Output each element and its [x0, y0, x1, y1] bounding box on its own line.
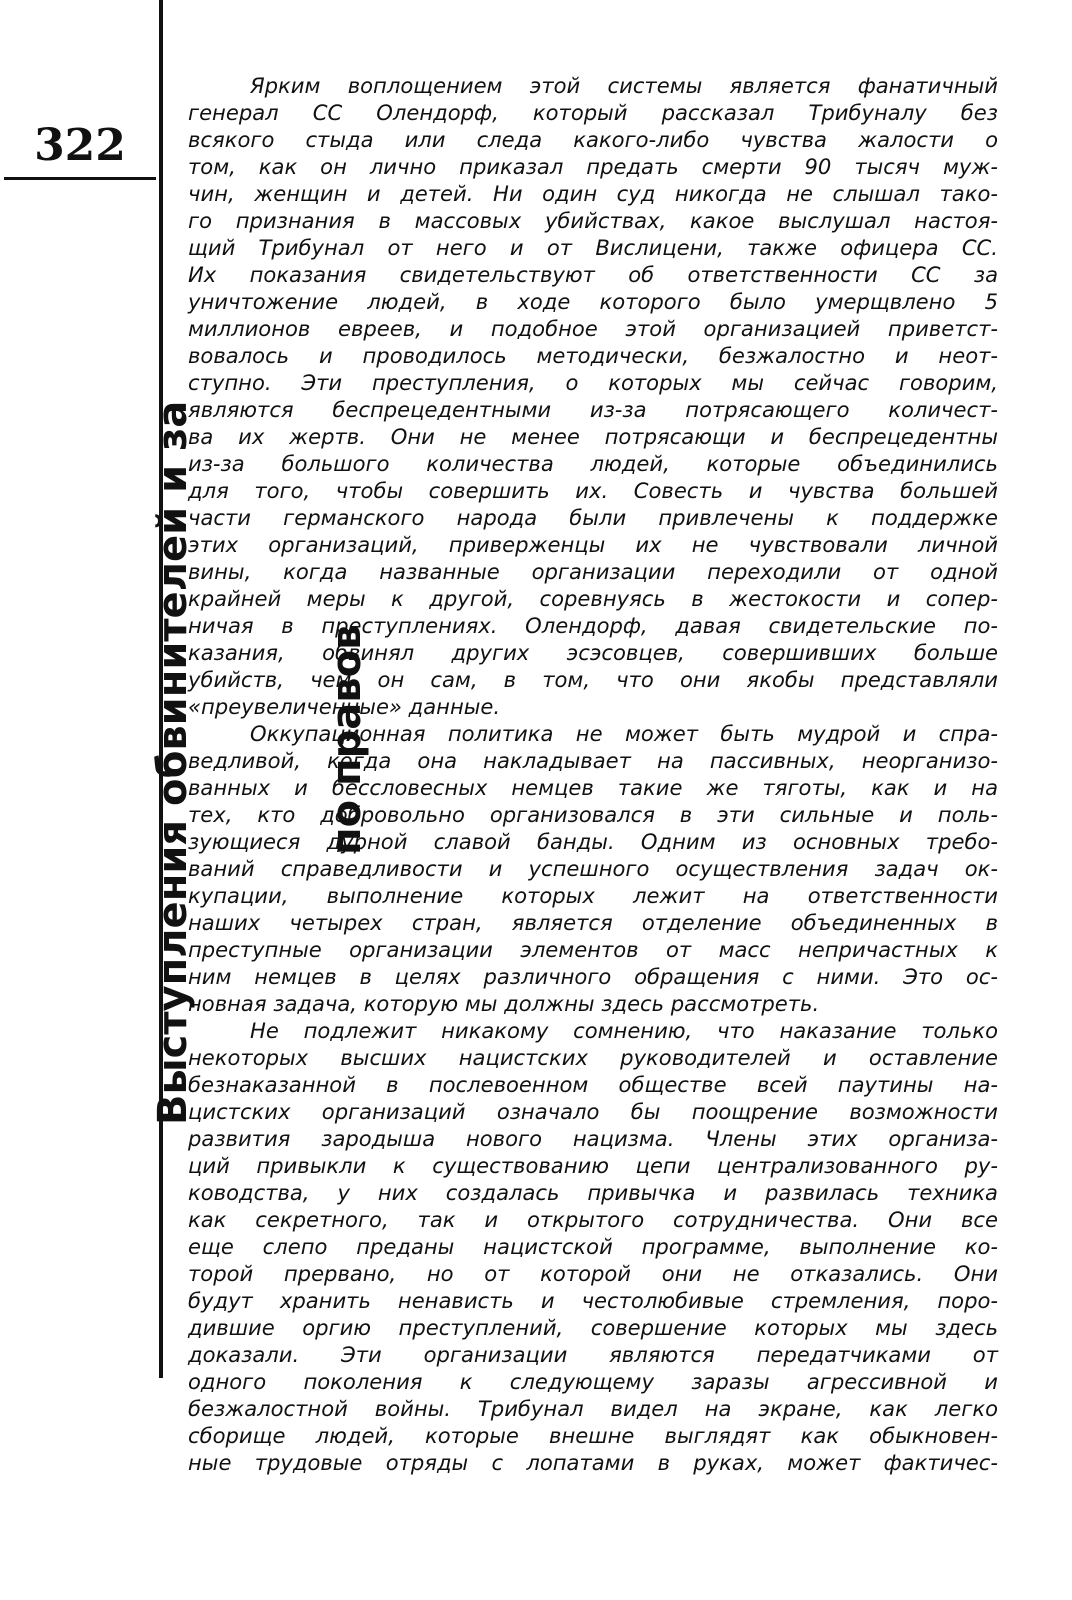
running-head-line-2: по правов [324, 624, 370, 855]
text-line: цистских организаций означало бы поощрение возможности [188, 1099, 998, 1124]
text-line: Не подлежит никакому сомнению, что наказание только [250, 1018, 998, 1043]
text-line: как секретного, так и открытого сотрудничества. Они все [188, 1207, 998, 1232]
text-line: дившие оргию преступлений, совершение которых мы здесь [188, 1315, 998, 1340]
text-line: тех, кто добровольно организовался в эти сильные и поль- [188, 802, 998, 827]
text-line: являются беспрецедентными из-за потрясающего количест- [188, 397, 998, 422]
text-line: некоторых высших нацистских руководителей и оставление [188, 1045, 998, 1070]
text-line: части германского народа были привлечены к поддержке [188, 505, 998, 530]
text-line: Оккупационная политика не может быть мудрой и спра- [250, 721, 998, 746]
text-line: ведливой, когда она накладывает на пассивных, неорганизо- [188, 748, 998, 773]
text-line: еще слепо преданы нацистской программе, выполнение ко- [188, 1234, 998, 1259]
running-head-line-1: Выступления обвинителей и за [150, 400, 196, 1125]
text-line: из-за большого количества людей, которые объединились [188, 451, 998, 476]
text-line: убийств, чем он сам, в том, что они якобы представляли [188, 667, 998, 692]
text-line: ва их жертв. Они не менее потрясающи и беспрецедентны [188, 424, 998, 449]
text-line: чин, женщин и детей. Ни один суд никогда не слышал тако- [188, 181, 998, 206]
text-line: сборище людей, которые внешне выглядят как обыкновен- [188, 1423, 998, 1448]
text-line: том, как он лично приказал предать смерти 90 тысяч муж- [188, 154, 998, 179]
text-line: Их показания свидетельствуют об ответственности СС за [188, 262, 998, 287]
text-line: ступно. Эти преступления, о которых мы сейчас говорим, [188, 370, 998, 395]
text-line: будут хранить ненависть и честолюбивые стремления, поро- [188, 1288, 998, 1313]
text-line: торой прервано, но от которой они не отказались. Они [188, 1261, 998, 1286]
text-line: развития зародыша нового нацизма. Члены этих организа- [188, 1126, 998, 1151]
text-line: уничтожение людей, в ходе которого было умерщвлено 5 [188, 289, 998, 314]
text-line: безжалостной войны. Трибунал видел на экране, как легко [188, 1396, 998, 1421]
text-line: всякого стыда или следа какого-либо чувства жалости о [188, 127, 998, 152]
text-line: зующиеся дурной славой банды. Одним из основных требо- [188, 829, 998, 854]
text-line: ные трудовые отряды с лопатами в руках, может фактичес- [188, 1450, 998, 1475]
text-line: го признания в массовых убийствах, какое выслушал настоя- [188, 208, 998, 233]
text-line: Ярким воплощением этой системы является фанатичный [250, 73, 998, 98]
text-line: наших четырех стран, является отделение объединенных в [188, 910, 998, 935]
text-line: одного поколения к следующему заразы агрессивной и [188, 1369, 998, 1394]
text-line: купации, выполнение которых лежит на ответственности [188, 883, 998, 908]
text-line: этих организаций, приверженцы их не чувствовали личной [188, 532, 998, 557]
body-text [188, 72, 998, 1476]
text-line: для того, чтобы совершить их. Совесть и чувства большей [188, 478, 998, 503]
text-line: вовалось и проводилось методически, безжалостно и неот- [188, 343, 998, 368]
text-line: ним немцев в целях различного обращения с ними. Это ос- [188, 964, 998, 989]
text-line: ничая в преступлениях. Олендорф, давая свидетельские по- [188, 613, 998, 638]
text-line: ций привыкли к существованию цепи централизованного ру- [188, 1153, 998, 1178]
text-line: щий Трибунал от него и от Вислицени, также офицера СС. [188, 235, 998, 260]
text-line: доказали. Эти организации являются передатчиками от [188, 1342, 998, 1367]
text-line: преступные организации элементов от масс непричастных к [188, 937, 998, 962]
text-line: казания, обвинял других эсэсовцев, совершивших больше [188, 640, 998, 665]
text-line: крайней меры к другой, соревнуясь в жестокости и сопер- [188, 586, 998, 611]
text-line: новная задача, которую мы должны здесь рассмотреть. [188, 991, 820, 1016]
text-line: ванных и бессловесных немцев такие же тяготы, как и на [188, 775, 998, 800]
text-line: безнаказанной в послевоенном обществе всей паутины на- [188, 1072, 998, 1097]
page-number: 322 [4, 118, 156, 180]
text-line: вины, когда названные организации переходили от одной [188, 559, 998, 584]
text-line: генерал СС Олендорф, который рассказал Трибуналу без [188, 100, 998, 125]
text-line: ководства, у них создалась привычка и развилась техника [188, 1180, 998, 1205]
text-line: «преувеличенные» данные. [188, 694, 501, 719]
text-line: миллионов евреев, и подобное этой организацией приветст- [188, 316, 998, 341]
text-line: ваний справедливости и успешного осуществления задач ок- [188, 856, 998, 881]
